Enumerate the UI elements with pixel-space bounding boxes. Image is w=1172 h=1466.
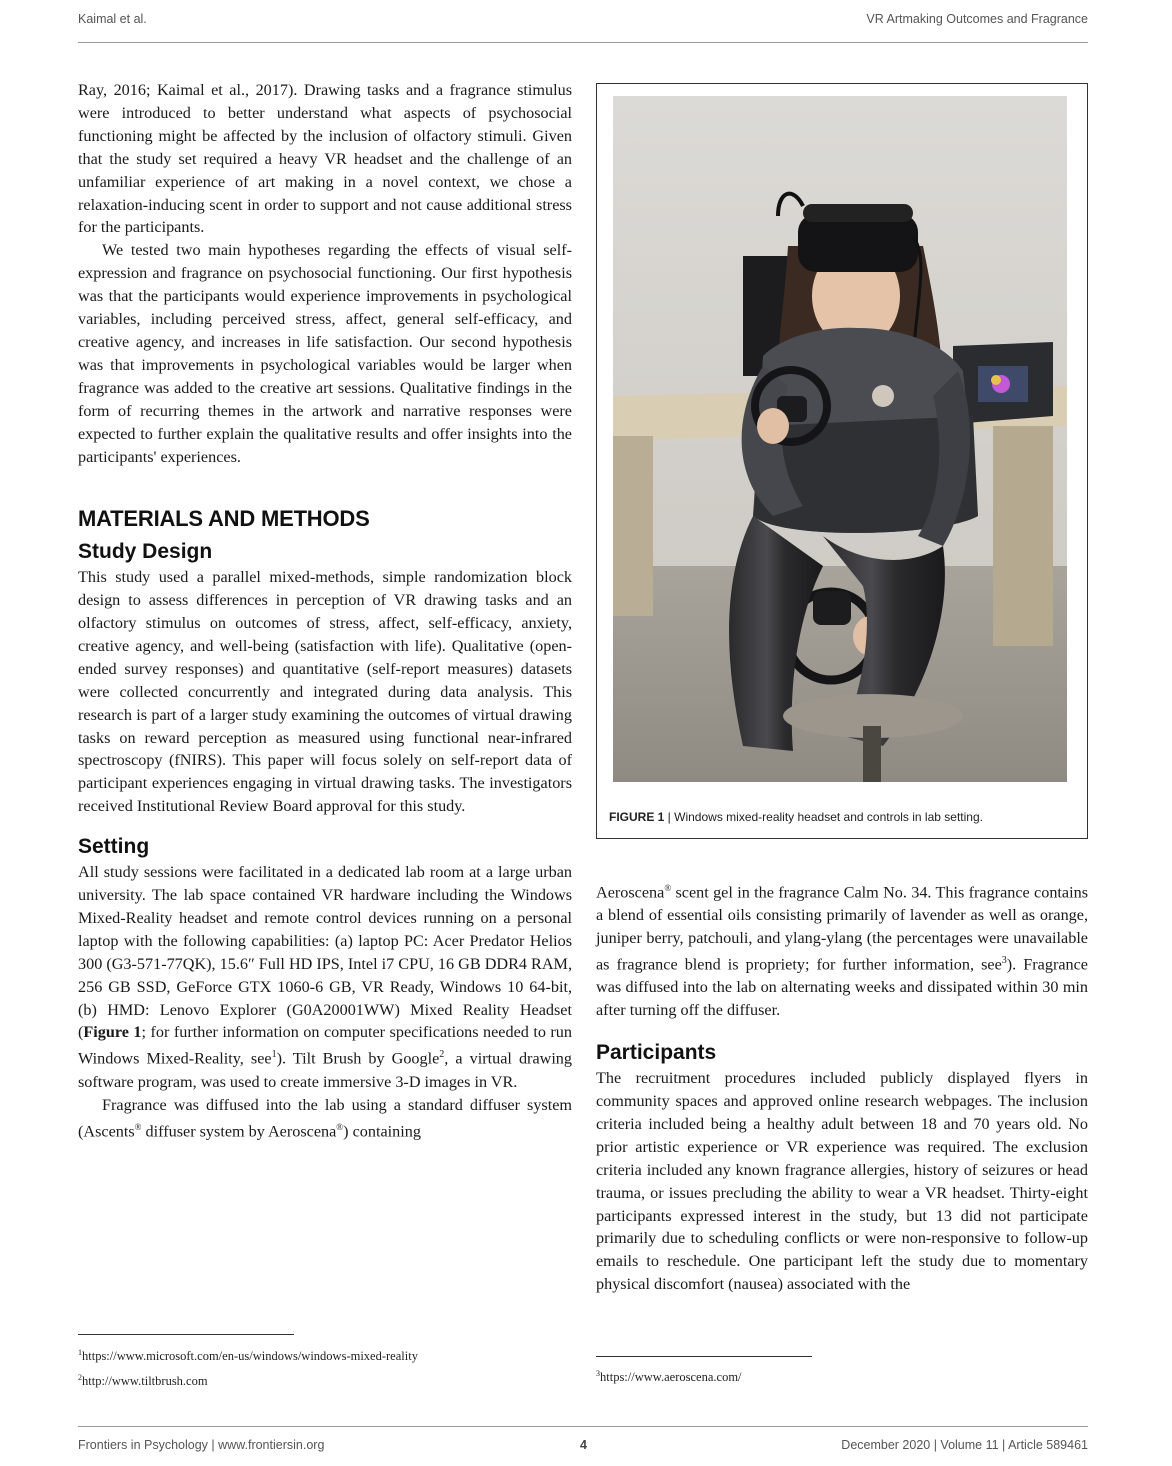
fragrance-text-2: diffuser system by Aeroscena: [141, 1122, 337, 1141]
running-head-authors: Kaimal et al.: [78, 12, 147, 26]
fragrance-paragraph: [78, 1094, 572, 1144]
footer-citation: December 2020 | Volume 11 | Article 589461: [841, 1438, 1088, 1452]
registered-mark: ®: [134, 1122, 142, 1133]
footnote-ref-3[interactable]: 3: [1001, 955, 1007, 967]
footnote-1: [78, 1342, 572, 1367]
header-divider: [78, 42, 1088, 43]
footnote-divider-left: [78, 1334, 294, 1335]
footnote-number: 1: [78, 1348, 82, 1357]
figure-1: [596, 83, 1088, 839]
footnote-ref-1[interactable]: 1: [271, 1049, 277, 1061]
figure-1-photo: [613, 96, 1067, 782]
figure-1-caption: [609, 810, 1079, 824]
setting-text-1: All study sessions were facilitated in a dedicated lab room at a large urban university. The lab space contained VR hardware including the Windows Mixed-Reality headset and remote control devices running on a personal laptop with the following capabilities: (a) laptop PC: Acer Predator Helios 300 (G3-571-77QK), 15.6″ Full HD IPS, Intel i7 CPU, 16 GB DDR4 RAM, 256 GB SSD, GeForce GTX 1060-6 GB, VR Ready, Windows 10 64-bit, (b) HMD: Lenovo Explorer (G0A20001WW) Mixed Reality Headset (: [78, 863, 572, 1042]
setting-paragraph: [78, 861, 572, 1093]
vr-user-photo-illustration: [613, 96, 1067, 782]
running-head: [78, 12, 1088, 32]
footnote-number: 2: [78, 1373, 82, 1383]
fragrance-text-3: ) containing: [343, 1122, 421, 1141]
fragrance-text-1: Fragrance was diffused into the lab using a standard diffuser system (Ascents: [78, 1095, 572, 1141]
left-column: [78, 79, 572, 1144]
setting-text-3: ). Tilt Brush by Google: [276, 1049, 440, 1068]
setting-text-4: , a virtual drawing software program, was used to create immersive 3-D images in VR.: [78, 1049, 572, 1091]
registered-mark: ®: [664, 883, 672, 893]
footnote-2: [78, 1367, 572, 1392]
footnotes-left: [78, 1342, 572, 1392]
fragrance-cont-text-1: Aeroscena: [596, 883, 665, 902]
figure-1-link[interactable]: Figure 1: [83, 1023, 142, 1042]
footnote-divider-right: [596, 1356, 812, 1357]
footnote-number: 3: [596, 1369, 600, 1378]
footnote-3-url[interactable]: https://www.aeroscena.com/: [600, 1370, 742, 1385]
caption-text: Windows mixed-reality headset and controls in lab setting.: [674, 810, 983, 824]
right-column: [596, 877, 1088, 1296]
fragrance-cont-text-2: scent gel in the fragrance Calm No. 34. This fragrance contains a blend of essential oils consisting primarily of lavender as well as orange, juniper berry, patchouli, and ylang-ylang (the percentages were unavailable as fragrance blend is propriety; for further information, see: [596, 883, 1088, 974]
figure-label: FIGURE 1: [609, 810, 665, 824]
footnote-2-url[interactable]: http://www.tiltbrush.com: [82, 1374, 208, 1389]
setting-text-2: ; for further information on computer specifications needed to run Windows Mixed-Reality, see: [78, 1023, 572, 1068]
footer-journal[interactable]: Frontiers in Psychology | www.frontiersin.org: [78, 1438, 325, 1452]
participants-paragraph: The recruitment procedures included publicly displayed flyers in community spaces and approved online research webpages. The inclusion criteria included being a healthy adult between 18 and 70 years old. No prior artistic experience or VR experience was required. The exclusion criteria included any known fragrance allergies, history of seizures or head trauma, or issues precluding the ability to wear a VR headset. Thirty-eight participants expressed interest in the study, but 13 did not participate primarily due to scheduling conflicts or were non-responsive to follow-up emails to reschedule. One participant left the study due to momentary physical discomfort (nausea) associated with the: [596, 1069, 1088, 1294]
footnote-3: [596, 1363, 1088, 1388]
subsection-heading-study-design: Study Design: [78, 540, 213, 564]
subsection-heading-participants: Participants: [596, 1041, 717, 1065]
page-number: 4: [580, 1438, 587, 1452]
registered-mark: ®: [336, 1122, 344, 1133]
subsection-heading-setting: Setting: [78, 835, 150, 859]
footnote-ref-2[interactable]: 2: [439, 1049, 445, 1061]
footer-divider: [78, 1426, 1088, 1427]
page-footer: [78, 1438, 1088, 1456]
section-heading-materials: MATERIALS AND METHODS: [78, 506, 370, 532]
fragrance-continued-paragraph: [596, 877, 1088, 1022]
caption-separator: |: [664, 810, 675, 824]
running-head-title: VR Artmaking Outcomes and Fragrance: [866, 12, 1088, 26]
hypotheses-paragraph: We tested two main hypotheses regarding the effects of visual self-expression and fragrance on psychosocial functioning. Our first hypothesis was that the participants would experience improvements in psychological variables, including perceived stress, affect, general self-efficacy, and creative agency, and increases in life satisfaction. Our second hypothesis was that improvements in psychological variables would be larger when fragrance was added to the creative art sessions. Qualitative findings in the form of recurring themes in the artwork and narrative responses were expected to further explain the qualitative results and offer insights into the participants' experiences.: [78, 241, 572, 466]
footnote-1-url[interactable]: https://www.microsoft.com/en-us/windows/windows-mixed-reality: [82, 1349, 418, 1364]
fragrance-cont-text-3: ). Fragrance was diffused into the lab on alternating weeks and dissipated within 30 min after turning off the diffuser.: [596, 955, 1088, 1020]
study-design-paragraph: This study used a parallel mixed-methods, simple randomization block design to assess differences in perception of VR drawing tasks and an olfactory stimulus on outcomes of stress, affect, self-efficacy, anxiety, creative agency, and well-being (satisfaction with life). Qualitative (open-ended survey responses) and quantitative (self-report measures) datasets were collected concurrently and integrated during data analysis. This research is part of a larger study examining the outcomes of virtual drawing tasks on reward perception as measured using functional near-infrared spectroscopy (fNIRS). This paper will focus solely on self-report data of participant experiences engaging in virtual drawing tasks. The investigators received Institutional Review Board approval for this study.: [78, 568, 572, 816]
footnotes-right: [596, 1363, 1088, 1388]
intro-paragraph-1: Ray, 2016; Kaimal et al., 2017). Drawing tasks and a fragrance stimulus were introduced to better understand what aspects of psychosocial functioning might be affected by the inclusion of olfactory stimuli. Given that the study set required a heavy VR headset and the challenge of an unfamiliar experience of art making in a novel context, we chose a relaxation-inducing scent in order to support and not cause additional stress for the participants.: [78, 81, 572, 237]
